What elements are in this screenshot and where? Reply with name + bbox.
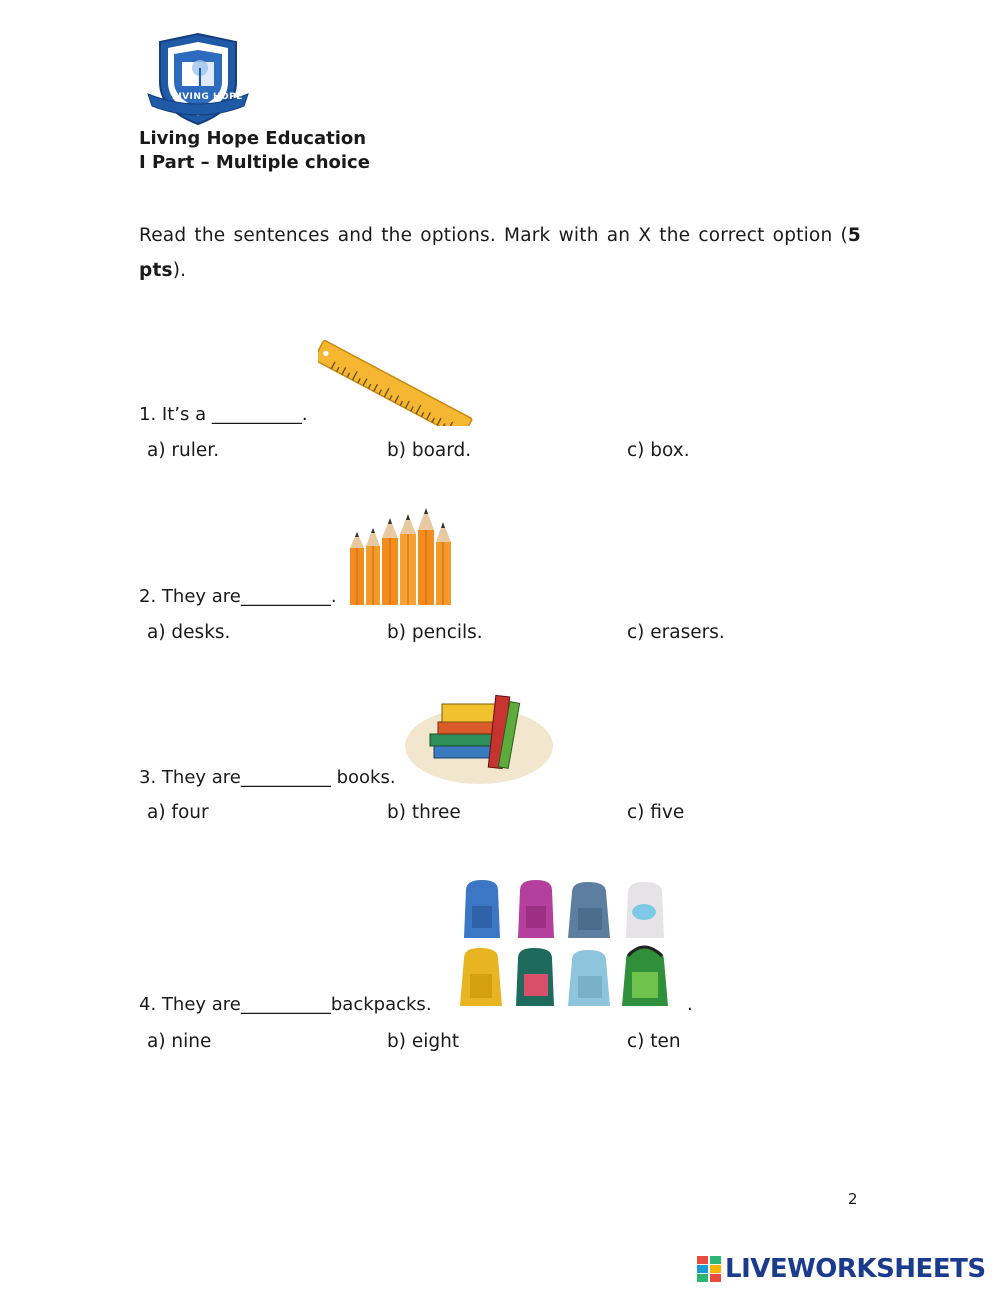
ruler-image [318, 326, 476, 426]
page-number: 2 [848, 1190, 858, 1208]
question-4 [139, 994, 432, 1015]
q2-option-a[interactable]: a) desks. [147, 622, 231, 643]
q3-option-b[interactable]: b) three [387, 802, 461, 823]
question-prompt: It’s a __________. [161, 404, 308, 425]
q4-option-c[interactable]: c) ten [627, 1031, 681, 1052]
question-number: 1. [139, 404, 157, 425]
question-2 [139, 586, 337, 607]
question-prompt: They are__________ books. [161, 767, 396, 788]
instructions-tail: ). [172, 260, 187, 281]
q3-option-a[interactable]: a) four [147, 802, 209, 823]
question-prompt: They are__________backpacks. [161, 994, 432, 1015]
question-1 [139, 404, 308, 425]
q4-option-a[interactable]: a) nine [147, 1031, 212, 1052]
q2-option-c[interactable]: c) erasers. [627, 622, 725, 643]
backpacks-image [458, 878, 684, 1010]
school-logo [142, 32, 254, 128]
header-text [139, 127, 370, 175]
q2-option-b[interactable]: b) pencils. [387, 622, 483, 643]
school-name: Living Hope Education [139, 128, 367, 149]
q1-option-b[interactable]: b) board. [387, 440, 472, 461]
instructions-text: Read the sentences and the options. Mark with an X the correct option ( [139, 225, 848, 246]
pencils-image [348, 508, 453, 605]
brand-name: LIVEWORKSHEETS [725, 1254, 986, 1284]
section-title: I Part – Multiple choice [139, 152, 370, 173]
question-number: 2. [139, 586, 157, 607]
q1-option-c[interactable]: c) box. [627, 440, 690, 461]
question-number: 3. [139, 767, 157, 788]
books-image [404, 688, 554, 786]
question-number: 4. [139, 994, 157, 1015]
question-4-period: . [687, 994, 693, 1015]
q1-option-a[interactable]: a) ruler. [147, 440, 220, 461]
liveworksheets-brand[interactable] [697, 1254, 986, 1284]
q3-option-c[interactable]: c) five [627, 802, 685, 823]
instructions [139, 218, 861, 288]
brand-logo-icon [697, 1256, 721, 1282]
instructions-points: 5 pts [139, 225, 861, 281]
logo-text: LIVING HOPE [172, 92, 243, 102]
question-prompt: They are__________. [161, 586, 337, 607]
question-3 [139, 767, 396, 788]
q4-option-b[interactable]: b) eight [387, 1031, 460, 1052]
